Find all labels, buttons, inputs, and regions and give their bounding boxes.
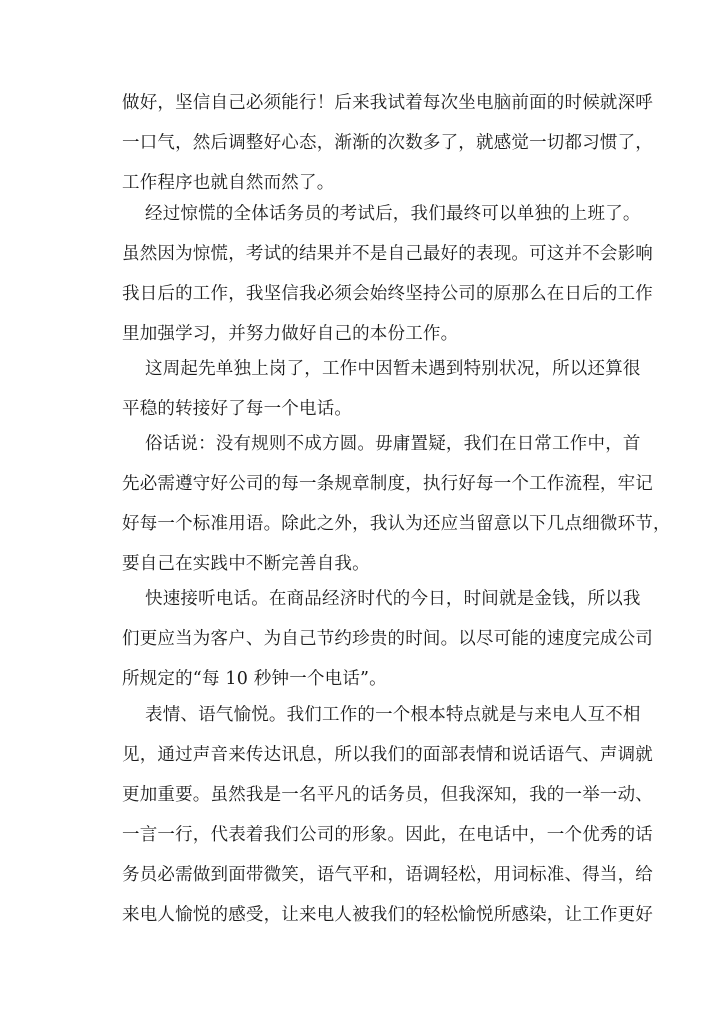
text-line: 先必需遵守好公司的每一条规章制度，执行好每一个工作流程，牢记 [122, 474, 653, 494]
text-line: 虽然因为惊慌，考试的结果并不是自己最好的表现。可这并不会影响 [122, 244, 653, 264]
text-line: 一口气，然后调整好心态，渐渐的次数多了，就感觉一切都习惯了， [122, 133, 653, 153]
paragraph-first-line: 这周起先单独上岗了，工作中因暂未遇到特别状况，所以还算很 [145, 359, 641, 379]
text-line: 做好，坚信自己必须能行！后来我试着每次坐电脑前面的时候就深呼 [122, 93, 653, 113]
text-line: 务员必需做到面带微笑，语气平和，语调轻松，用词标准、得当，给 [122, 865, 653, 885]
text-line: 更加重要。虽然我是一名平凡的话务员，但我深知，我的一举一动、 [122, 785, 653, 805]
paragraph-first-line: 表情、语气愉悦。我们工作的一个根本特点就是与来电人互不相 [145, 705, 641, 725]
text-line: 们更应当为客户、为自己节约珍贵的时间。以尽可能的速度完成公司 [122, 629, 653, 649]
text-line: 一言一行，代表着我们公司的形象。因此，在电话中，一个优秀的话 [122, 825, 653, 845]
text-line: 我日后的工作，我坚信我必须会始终坚持公司的原那么在日后的工作 [122, 284, 653, 304]
paragraph-first-line: 俗话说：没有规则不成方圆。毋庸置疑，我们在日常工作中，首 [145, 434, 641, 454]
text-line: 里加强学习，并努力做好自己的本份工作。 [122, 324, 459, 344]
text-line: 来电人愉悦的感受，让来电人被我们的轻松愉悦所感染，让工作更好 [122, 905, 653, 925]
text-line: 所规定的“每 10 秒钟一个电话”。 [122, 669, 387, 689]
text-line: 好每一个标准用语。除此之外，我认为还应当留意以下几点细微环节， [122, 514, 671, 534]
paragraph-first-line: 经过惊慌的全体话务员的考试后，我们最终可以单独的上班了。 [145, 204, 641, 224]
paragraph-first-line: 快速接听电话。在商品经济时代的今日，时间就是金钱，所以我 [145, 589, 641, 609]
text-line: 见，通过声音来传达讯息，所以我们的面部表情和说话语气、声调就 [122, 745, 653, 765]
text-line: 要自己在实践中不断完善自我。 [122, 554, 370, 574]
text-line: 平稳的转接好了每一个电话。 [122, 399, 353, 419]
text-line: 工作程序也就自然而然了。 [122, 173, 335, 193]
